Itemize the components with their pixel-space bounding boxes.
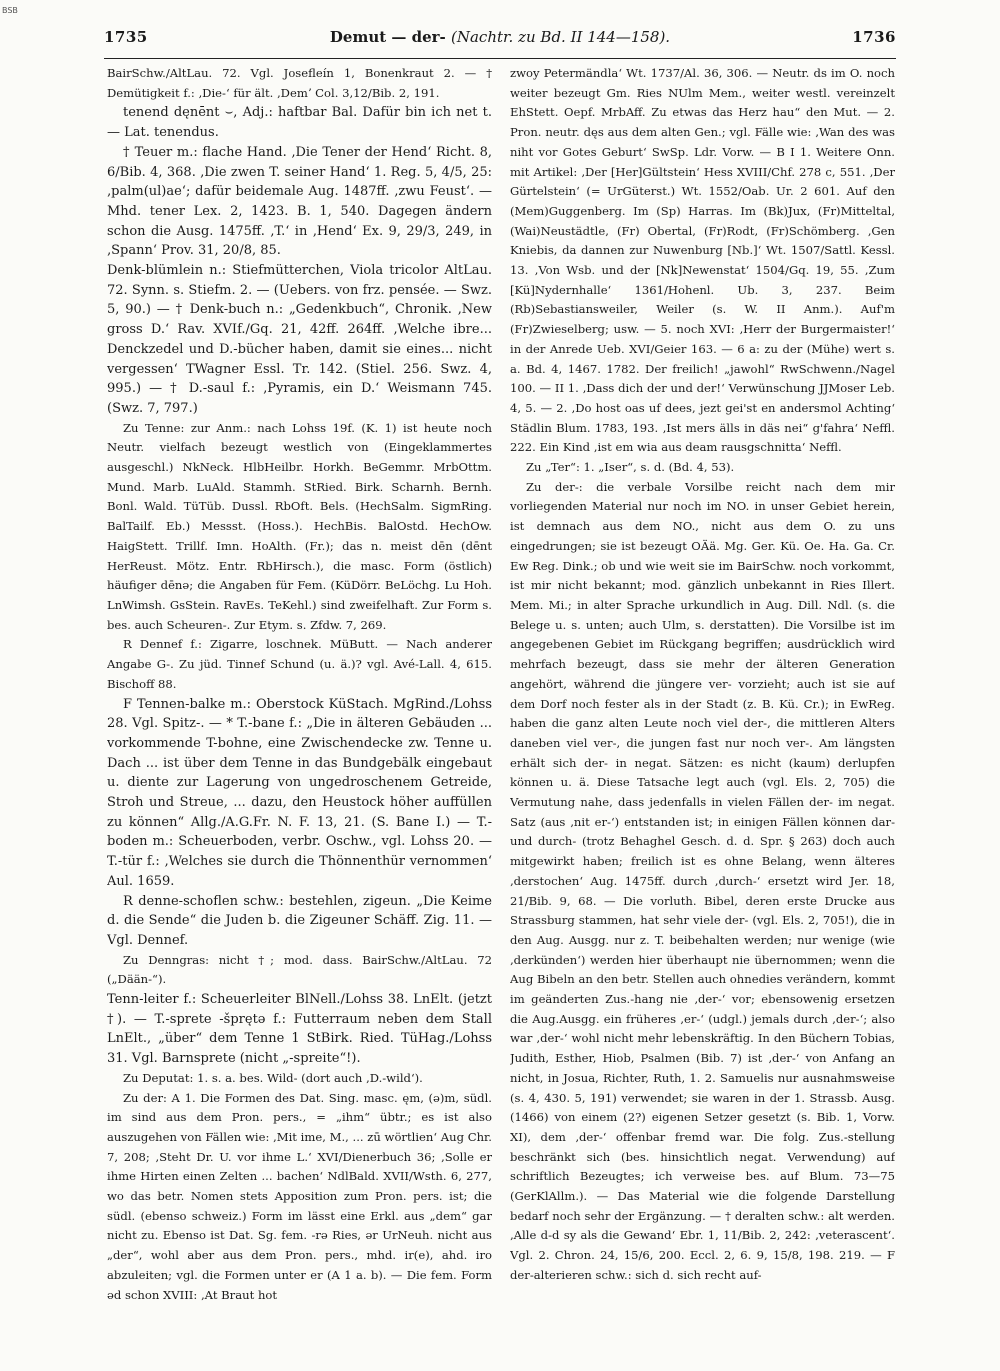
right-page-number: 1736 — [852, 28, 896, 46]
entry-paragraph: Zu Denngras: nicht †; mod. dass. BairSchw./AltLau. 72 („Dään-“). — [107, 952, 492, 987]
running-title-sub: (Nachtr. zu Bd. II 144—158). — [451, 28, 671, 46]
entry-paragraph: F Tennen-balke m.: Oberstock KüStach. MgRind./Lohss 28. Vgl. Spitz-. — * T.-bane f.: „Die in älteren Gebäuden ... vorkommende T-bohne, eine Zwischendecke zw. Tenne u. Dach ... ist über dem Tenne in das Bundgebälk eingebaut u. diente zur Lagerung von ungedroschenem Getreide, Stroh und Streue, ... dazu, den Heustock höher auffüllen zu können“ Allg./A.G.Fr. N. F. 13, 21. (S. Bane I.) — T.-boden m.: Scheuerboden, verbr. Oschw., vgl. Lohss 20. — T.-tür f.: ‚Welches sie durch die Thönnenthür vernommen‘ Aul. 1659. — [107, 696, 492, 889]
right-column — [510, 64, 895, 1354]
entry-paragraph: Zu Deputat: 1. s. a. bes. Wild- (dort auch ‚D.-wild‘). — [123, 1070, 423, 1085]
entry-paragraph: tenend dęnēnt ⌣, Adj.: haftbar Bal. Dafür bin ich net t. — Lat. tenendus. — [107, 105, 492, 141]
library-stamp: BSB — [2, 6, 18, 15]
left-column — [107, 64, 492, 1354]
entry-paragraph: Zu Tenne: zur Anm.: nach Lohss 19f. (K. 1) ist heute noch Neutr. vielfach bezeugt westlich von (Eingeklammertes ausgeschl.) NkNeck. HlbHeilbr. Horkh. BeGemmr. MrbOttm. Mund. Marb. LuAld. Stammh. StRied. Birk. Scharnh. Bernh. Bonl. Wald. TüTüb. Dussl. RbOft. Bels. (HechSalm. SigmRing. BalTailf. Eb.) Messst. (Hoss.). HechBis. BalOstd. HechOw. HaigStett. Trillf. Imn. HoAlth. (Fr.); das n. meist dēn (dēnt HerReust. Mötz. Entr. RbHirsch.), die masc. Form (östlich) häufiger dēnə; die Angaben für Fem. (KüDörr. BeLöchg. Lu Hoh. LnWimsh. GsStein. RavEs. TeKehl.) sind zweifelhaft. Zur Form s. bes. auch Scheuren-. Zur Etym. s. Zfdw. 7, 269. — [107, 420, 492, 632]
entry-paragraph: R Dennef f.: Zigarre, loschnek. MüButt. — Nach anderer Angabe G-. Zu jüd. Tinnef Schund (u. ä.)? vgl. Avé-Lall. 4, 615. Bischoff 88. — [107, 637, 492, 691]
entry-paragraph: zwoy Petermändla‘ Wt. 1737/Al. 36, 306. — Neutr. ds im O. noch weiter bezeugt Gm. Ries NUlm Mem., weiter westl. vereinzelt EhStett. Oepf. MrbAff. Zu etwas das Herz hau“ den Mut. — 2. Pron. neutr. dęs aus dem alten Gen.; vgl. Fälle wie: ‚Wan des was niht vor Gotes Geburt‘ SwSp. Ldr. Vorw. — B I 1. Weitere Onn. mit Artikel: ‚Der [Her]Gültstein‘ Hess XVIII/Chf. 278 c, 551. ‚Der Gürtelstein‘ (= UrGüterst.) Wt. 1552/Oab. Ur. 2 601. Auf den (Mem)Guggenberg. Im (Sp) Harras. Im (Bk)Jux, (Fr)Mitteltal, (Wai)Neustädtle, (Fr) Obertal, (Fr)Rodt, (Fr)Schömberg. ‚Gen Kniebis, da dannen zur Nuwenburg [Nb.]‘ Wt. 1507/Sattl. Kessl. 13. ‚Von Wsb. und der [Nk]Newenstat‘ 1504/Gq. 19, 55. ‚Zum [Kü]Nydernhalle‘ 1361/Hohenl. Ub. 3, 237. Beim (Rb)Sebastiansweiler, Weiler (s. W. II Anm.). Auf'm (Fr)Zwieselberg; usw. — 5. noch XVI: ‚Herr der Burgermaister!‘ in der Anrede Ueb. XVI/Geier 163. — 6 a: zu der (Mühe) wert s. a. Bd. 4, 1467. 1782. Der freilich! „jawohl“ RwSchwenn./Nagel 100. — II 1. ‚Dass dich der und der!‘ Verwünschung JJMoser Leb. 4, 5. — 2. ‚Do host oas uf dees, jezt gei'st en andersmol Achting‘ Städlin Blum. 1783, 193. ‚Ist mers älls in däs nei“ g'fahra‘ Neffl. 222. Ein Kind ‚ist em wia aus deam rausgschnitta‘ Neffl. — [510, 66, 895, 455]
running-title — [330, 28, 670, 46]
entry-paragraph: Zu „Ter“: 1. „Iser“, s. d. (Bd. 4, 53). — [526, 460, 735, 475]
entry-paragraph: Zu der: A 1. Die Formen des Dat. Sing. masc. ęm, (ə)m, südl. im sind aus dem Pron. pers., = „ihm“ übtr.; es ist also auszugehen von Fällen wie: ‚Mit ime, M., ... zū wörtlien‘ Aug Chr. 7, 208; ‚Steht Dr. U. vor ihme L.‘ XVI/Dienerbuch 36; ‚Solle er ihme Hirten einen Zelten ... bachen‘ NdlBald. XVII/Wsth. 6, 277, wo das betr. Nomen stets Apposition zum Pron. pers. ist; die südl. (ebenso schweiz.) Form im lässt eine Erkl. aus „dem“ gar nicht zu. Ebenso ist Dat. Sg. fem. -rə Ries, ər UrNeuh. nicht aus „der“, wohl aber aus dem Pron. pers., mhd. ir(e), ahd. iro abzuleiten; vgl. die Formen unter er (A 1 a. b). — Die fem. Form əd schon XVIII: ‚At Braut hot — [107, 1090, 492, 1302]
entry-paragraph: Tenn-leiter f.: Scheuerleiter BlNell./Lohss 38. LnElt. (jetzt †). — T.-sprete -šprętə f.: Futterraum neben dem Stall LnElt., „über“ dem Tenne 1 StBirk. Ried. TüHag./Lohss 31. Vgl. Barnsprete (nicht „-spreite“!). — [107, 992, 492, 1067]
running-title-main: Demut — der- — [329, 28, 446, 46]
entry-paragraph: Zu der-: die verbale Vorsilbe reicht nach dem mir vorliegenden Material nur noch im NO. in unser Gebiet herein, ist demnach aus dem NO., nicht aus dem O. zu uns eingedrungen; sie ist bezeugt OÄä. Mg. Ger. Kü. Oe. Ha. Ga. Cr. Ew Reg. Dink.; ob und wie weit sie im BairSchw. noch vorkommt, ist mir nicht bekannt; mod. gänzlich unbekannt in Ries Illert. Mem. Mi.; in alter Sprache urkundlich in Aug. Dill. Ndl. (s. die Belege u. s. unten; auch Ulm, s. derstatten). Die Vorsilbe ist im angegebenen Gebiet im Rückgang begriffen; ausdrücklich wird mehrfach bezeugt, dass sie mehr der älteren Generation angehört, während die jüngere ver- vorzieht; auch ist sie auf dem Dorf noch fester als in der Stadt (z. B. Kü. Cr.); in EwReg. haben die ganz alten Leute noch viel der-, die mittleren Alters daneben viel ver-, die jungen fast nur noch ver-. Am längsten erhält sich der- in negat. Sätzen: es nicht (kaum) derlupfen können u. ä. Diese Tatsache legt auch (vgl. Els. 2, 705) die Vermutung nahe, dass jedenfalls in vielen Fällen der- im negat. Satz (aus ‚nit er-‘) entstanden ist; in einigen Fällen können dar- und durch- (trotz Behaghel Gesch. d. d. Spr. § 263) doch auch mitgewirkt haben; freilich ist es ohne Belang, wenn älteres ‚derstochen‘ Aug. 1475ff. durch ‚durch-‘ ersetzt wird Jer. 18, 21/Bib. 9, 68. — Die vorluth. Bibel, deren erste Drucke aus Strassburg stammen, hat sehr viele der- (vgl. Els. 2, 705!), die in den Aug. Ausgg. nur z. T. beibehalten werden; nur wenige (wie ‚derkünden‘) werden hier überhaupt nie übernommen; wenn die Aug Bibeln an den betr. Stellen auch ohnedies verändern, kommt im geänderten Zus.-hang nie ‚der-‘ vor; ebensowenig ersetzen die Aug.Ausgg. ein früheres ‚er-‘ (udgl.) jemals durch ‚der-‘; also war ‚der-‘ wohl nicht mehr lebenskräftig. In den Büchern Tobias, Judith, Esther, Hiob, Psalmen (Bib. 7) ist ‚der-‘ von Anfang an nicht, in Josua, Richter, Ruth, 1. 2. Samuelis nur ausnahmsweise (s. 4, 430. 5, 191) verwendet; sie waren in der 1. Strassb. Ausg. (1466) von einem (2?) eigenen Setzer gesetzt (s. Bib. 1, Vorw. XI), dem ‚der-‘ offenbar fremd war. Die folg. Zus.-stellung beschränkt sich (bes. hinsichtlich negat. Verwendung) auf schriftlich Bezeugtes; ich verweise bes. auf Blum. 73—75 (GerKlAllm.). — Das Material wie die folgende Darstellung bedarf noch sehr der Ergänzung. — † deralten schw.: alt werden. ‚Alle d-d sy als die Gewand‘ Ebr. 1, 11/Bib. 2, 242: ‚veterascent‘. Vgl. 2. Chron. 24, 15/6, 200. Eccl. 2, 6. 9, 15/8, 198. 219. — F der-alterieren schw.: sich d. sich recht auf- — [510, 479, 895, 1282]
entry-paragraph: Denk-blümlein n.: Stiefmütterchen, Viola tricolor AltLau. 72. Synn. s. Stiefm. 2. — (Uebers. von frz. pensée. — Swz. 5, 90.) — † Denk-buch n.: „Gedenkbuch“, Chronik. ‚New gross D.‘ Rav. XVIf./Gq. 21, 42ff. 264ff. ‚Welche ibre... Denckzedel und D.-bücher haben, damit sie eines... nicht vergessen‘ TWagner Essl. Tr. 142. (Stiel. 256. Swz. 4, 995.) — † D.-saul f.: ‚Pyramis, ein D.‘ Weismann 745. (Swz. 7, 797.) — [107, 263, 492, 416]
page-header — [104, 28, 896, 52]
entry-paragraph: BairSchw./AltLau. 72. Vgl. Josefleín 1, Bonenkraut 2. — † Demütigkeit f.: ‚Die-‘ für ält. ‚Demʼ Col. 3,12/Bib. 2, 191. — [107, 66, 492, 100]
left-page-number: 1735 — [104, 28, 148, 46]
entry-paragraph: R denne-schoflen schw.: bestehlen, zigeun. „Die Keime d. die Sende“ die Juden b. die Zigeuner Schäff. Zig. 11. — Vgl. Dennef. — [107, 893, 492, 948]
entry-paragraph: † Teuer m.: flache Hand. ‚Die Tener der Hend‘ Richt. 8, 6/Bib. 4, 368. ‚Die zwen T. seiner Hand‘ 1. Reg. 5, 4/5, 25: ‚palm(ul)ae‘; dafür beidemale Aug. 1487ff. ‚zwu Feust‘. — Mhd. tener Lex. 2, 1423. B. 1, 540. Dagegen ändern schon die Ausg. 1475ff. ‚T.‘ in ‚Hend‘ Ex. 9, 29/3, 249, in ‚Spann‘ Prov. 31, 20/8, 85. — [107, 144, 492, 259]
header-rule — [104, 58, 896, 59]
